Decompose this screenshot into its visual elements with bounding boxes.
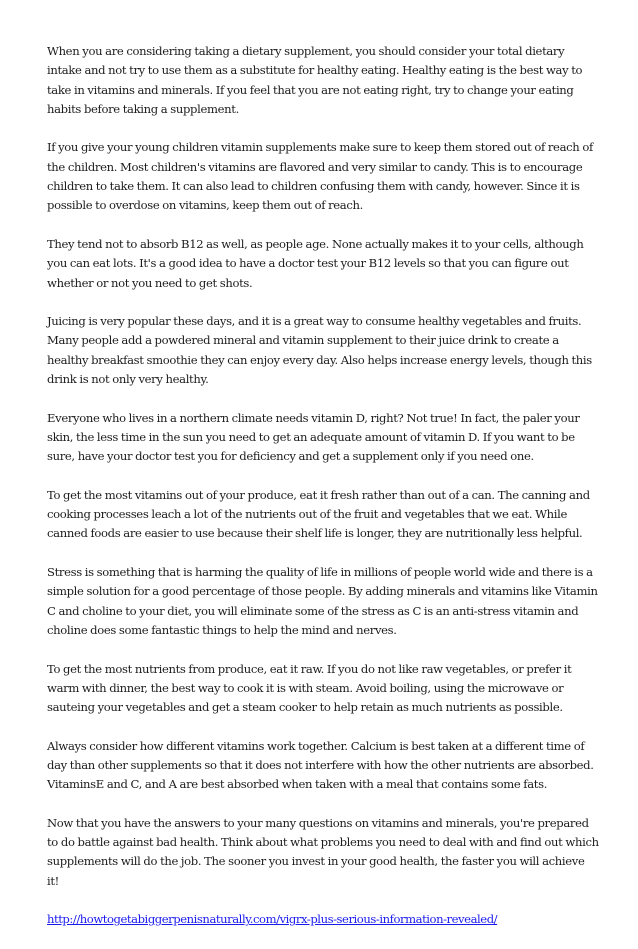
paragraph-vitamin-d: Everyone who lives in a northern climate needs vitamin D, right? Not true! In fact, the paler your skin, the less time in the sun you need to get an adequate amount of vitamin D. If you want to be sure, have your doctor test you for deficiency and get a supplement only if you need one.	[47, 410, 580, 464]
paragraph-dietary-intake: When you are considering taking a dietary supplement, you should consider your total dietary intake and not try to use them as a substitute for healthy eating. Healthy eating is the best way to take in vitamins and minerals. If you feel that you are not eating right, try to change your eating habits before taking a supplement.	[47, 44, 583, 116]
paragraph-b12: They tend not to absorb B12 as well, as people age. None actually makes it to your cells, although you can eat lots. It's a good idea to have a doctor test your B12 levels so that you can figure out whether or not you need to get shots.	[47, 236, 584, 290]
document-body	[47, 42, 599, 949]
paragraph-conclusion: Now that you have the answers to your many questions on vitamins and minerals, you're prepared to do battle against bad health. Think about what problems you need to deal with and find out which supplements will do the job. The sooner you invest in your good health, the faster you will achieve it!	[47, 815, 599, 888]
paragraph-stress: Stress is something that is harming the quality of life in millions of people world wide and there is a simple solution for a good percentage of those people. By adding minerals and vitamins like Vitamin C and choline to your diet, you will eliminate some of the stress as C is an anti-stress vitamin and choline does some fantastic things to help the mind and nerves.	[47, 565, 598, 637]
paragraph-juicing: Juicing is very popular these days, and it is a great way to consume healthy vegetables and fruits. Many people add a powdered mineral and vitamin supplement to their juice drink to create a healthy breakfast smoothie they can enjoy every day. Also helps increase energy levels, though this drink is not only very healthy.	[47, 314, 592, 387]
source-link[interactable]: http://howtogetabiggerpenisnaturally.com/vigrx-plus-serious-information-revealed/	[47, 912, 498, 927]
paragraph-fresh-produce: To get the most vitamins out of your produce, eat it fresh rather than out of a can. The canning and cooking processes leach a lot of the nutrients out of the fruit and vegetables that we eat. While canned foods are easier to use because their shelf life is longer, they are nutritionally less helpful.	[47, 487, 590, 541]
paragraph-vitamin-interaction: Always consider how different vitamins work together. Calcium is best taken at a different time of day than other supplements so that it does not interfere with how the other nutrients are absorbed. VitaminsE and C, and A are best absorbed when taken with a meal that contains some fats.	[47, 738, 594, 792]
paragraph-children-vitamins: If you give your young children vitamin supplements make sure to keep them stored out of reach of the children. Most children's vitamins are flavored and very similar to candy. This is to encourage children to take them. It can also lead to children confusing them with candy, however. Since it is possible to overdose on vitamins, keep them out of reach.	[47, 140, 593, 213]
paragraph-raw-produce: To get the most nutrients from produce, eat it raw. If you do not like raw vegetables, or prefer it warm with dinner, the best way to cook it is with steam. Avoid boiling, using the microwave or sauteing your vegetables and get a steam cooker to help retain as much nutrients as possible.	[47, 661, 572, 715]
link-paragraph	[47, 910, 599, 929]
